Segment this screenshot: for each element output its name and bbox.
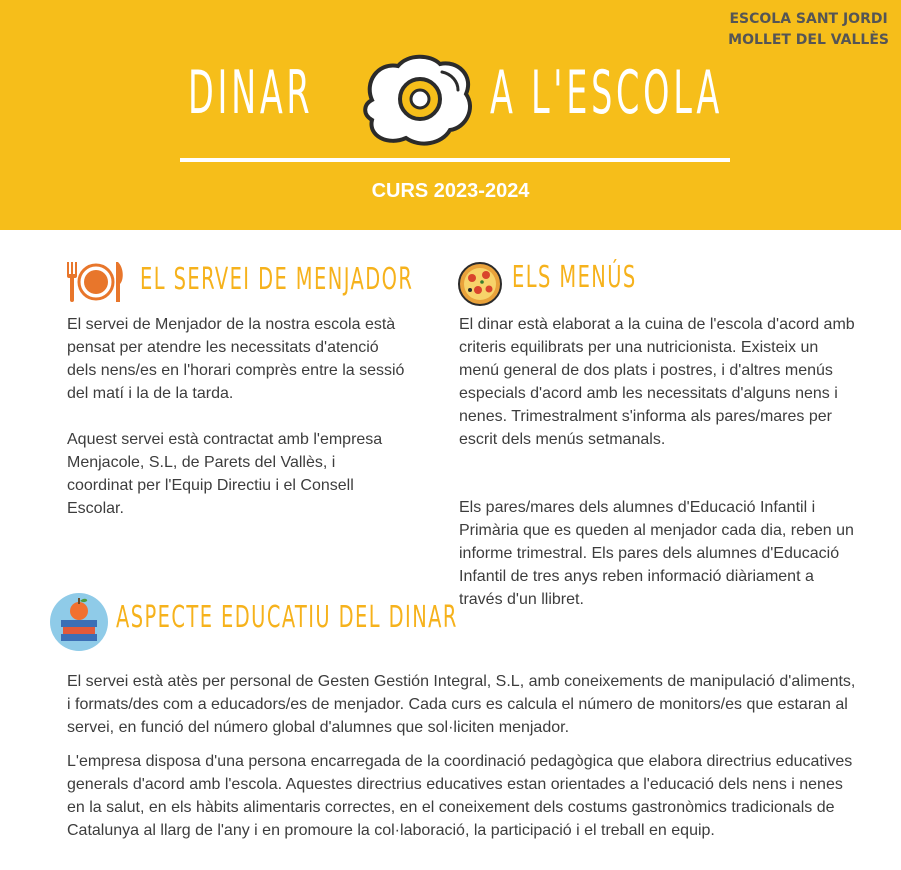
aspecte-paragraph-2: L'empresa disposa d'una persona encarregada de la coordinació pedagògica que elabora directrius educatives generals d'acord amb l'escola. Aquestes directrius educatives estan orientades a l'educació dels nens i nenes en la salut, en els hàbits alimentaris correctes, en el coneixement dels costums gastronòmics tradicionals de Catalunya al llarg de l'any i en promoure la col·laboració, la participació i el treball en equip. [67, 753, 853, 839]
menus-paragraph-2: Els pares/mares dels alumnes d'Educació Infantil i Primària que es queden al menjador cada dia, reben un informe trimestral. Els pares dels alumnes d'Educació Infantil de tres anys reben informació diàriament a través d'un llibret. [459, 499, 854, 608]
title-underline [180, 158, 730, 162]
aspecte-paragraph-1: El servei està atès per personal de Gesten Gestión Integral, S.L, amb coneixements de manipulació d'aliments, i formats/des com a educadors/es de menjador. Cada curs es calcula el número de monitors/es que estaran al servei, en funció del número global d'alumnes que sol·liciten menjador. [67, 673, 856, 736]
heading-servei: EL SERVEI DE MENJADOR [140, 262, 414, 297]
heading-menus: ELS MENÚS [512, 260, 637, 295]
apple-books-icon [49, 592, 109, 652]
plate-cutlery-icon [64, 258, 126, 304]
title-right: A L'ESCOLA [490, 58, 724, 128]
title-left: DINAR [188, 58, 314, 128]
menus-paragraph-1: El dinar està elaborat a la cuina de l'escola d'acord amb criteris equilibrats per una nutricionista. Existeix un menú general de dos plats i postres, i d'altres menús especials d'acord amb les necessitats d'alguns nens i nenes. Trimestralment s'informa als pares/mares per escrit dels menús setmanals. [459, 316, 855, 448]
servei-paragraph-2: Aquest servei està contractat amb l'empresa Menjacole, S.L, de Parets del Vallès, i coordinat per l'Equip Directiu i el Consell Escolar. [67, 431, 383, 517]
pizza-icon [456, 260, 504, 308]
servei-paragraph-1: El servei de Menjador de la nostra escola està pensat per atendre les necessitats d'atenció dels nens/es en l'horari comprès entre la sessió del matí i la de la tarda. [67, 316, 405, 402]
school-town: MOLLET DEL VALLÈS [728, 32, 889, 48]
school-info [728, 9, 889, 51]
school-name: ESCOLA SANT JORDI [729, 11, 888, 27]
heading-aspecte: ASPECTE EDUCATIU DEL DINAR [116, 600, 458, 635]
fried-egg-icon [358, 52, 478, 150]
course-year: CURS 2023-2024 [371, 180, 530, 202]
